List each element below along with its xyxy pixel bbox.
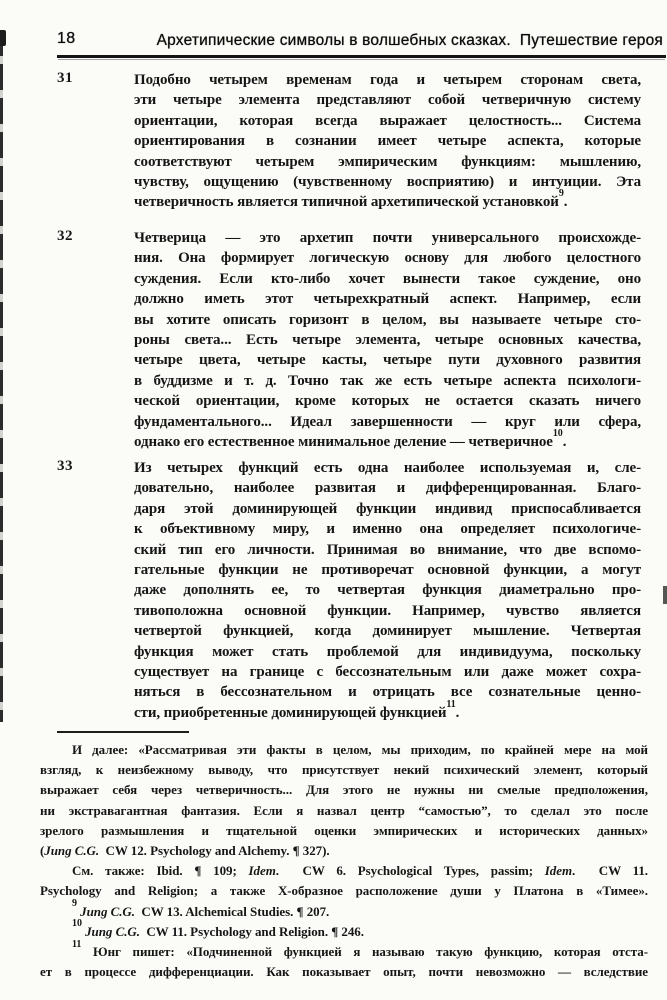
scan-artifact-left-edge bbox=[0, 30, 3, 722]
text-line bbox=[134, 499, 641, 519]
running-title: Архетипические символы в волшебных сказках. Путешествие героя bbox=[156, 32, 663, 49]
text-segment: ни экстравагантная фантазия. Если я назвал центр “самостью”, то сделал это после bbox=[40, 802, 648, 818]
text-segment: соответствуют четырем эмпирическим функциям: мышлению, bbox=[134, 153, 641, 170]
text-line bbox=[134, 621, 641, 641]
text-line bbox=[40, 780, 648, 800]
footnote-marker: 9 bbox=[72, 898, 77, 910]
text-segment: См. также: Ibid. ¶ 109; bbox=[72, 863, 249, 879]
footnote-paragraph bbox=[40, 740, 648, 861]
text-line bbox=[134, 427, 641, 452]
body-paragraph bbox=[57, 458, 641, 723]
text-segment: CW 11. Psychology and Religion. ¶ 246. bbox=[139, 923, 364, 939]
text-line bbox=[134, 580, 641, 600]
text-line bbox=[134, 540, 641, 560]
text-line bbox=[134, 70, 641, 90]
text-line bbox=[134, 560, 641, 580]
text-line bbox=[134, 412, 641, 432]
text-segment: чувству, ощущению (чувственному восприятию) и интуиции. Эта bbox=[134, 173, 641, 190]
text-line bbox=[40, 760, 648, 780]
text-line bbox=[40, 841, 648, 861]
text-segment: четверичность является типичной архетипической установкой bbox=[134, 194, 559, 211]
text-segment: . CW 6. Psychological Types, passim; bbox=[275, 863, 545, 879]
text-line bbox=[134, 289, 641, 309]
footnote-marker: 11 bbox=[446, 698, 456, 710]
text-line bbox=[40, 898, 648, 922]
text-segment: Юнг пишет: «Подчиненной функцией я называю такую функцию, которая отста- bbox=[81, 943, 648, 959]
text-segment: даже дополнять ее, то четвертая функция диаметрально про- bbox=[134, 582, 641, 599]
text-line bbox=[134, 601, 641, 621]
text-segment: И далее: «Рассматривая эти факты в целом, мы приходим, по крайней мере на мой bbox=[72, 742, 648, 757]
body-paragraph bbox=[57, 228, 641, 452]
text-segment: CW 12. Psychology and Alchemy. ¶ 327). bbox=[99, 842, 330, 858]
text-segment: выражает себя через четверичность... Для этого не нужны ни смелые предположения, bbox=[40, 782, 648, 798]
footnote-paragraph bbox=[40, 918, 648, 942]
scan-artifact-left-blob bbox=[0, 30, 6, 46]
footnotes-block bbox=[40, 740, 648, 982]
text-segment: CW 13. Alchemical Studies. ¶ 207. bbox=[134, 903, 330, 919]
text-segment: . CW 11. bbox=[572, 863, 648, 879]
text-segment: функция может стать проблемой для индивидуума, поскольку bbox=[134, 643, 641, 660]
footnote-marker: 10 bbox=[552, 427, 563, 439]
text-segment: ориентации, которая всегда выражает целостность... Система bbox=[134, 112, 641, 129]
text-segment: роны света... Есть четыре элемента, четыре основных качества, bbox=[134, 331, 641, 348]
text-segment: существует на границе с бессознательным или даже может сохра- bbox=[134, 663, 641, 680]
text-segment: эти четыре элемента представляют собой четверичную систему bbox=[134, 92, 641, 109]
text-line bbox=[134, 172, 641, 192]
text-segment: сти, приобретенные доминирующей функцией bbox=[134, 704, 447, 721]
text-segment: Jung C.G. bbox=[44, 842, 100, 858]
text-segment: довательно, наиболее развитая и дифференцированная. Благо- bbox=[134, 480, 641, 497]
text-line bbox=[134, 350, 641, 370]
text-segment: Jung C.G. bbox=[80, 903, 135, 919]
text-segment: ский тип его личности. Принимая во внимание, что две вспомо- bbox=[134, 541, 641, 558]
footnote-paragraph bbox=[40, 938, 648, 982]
text-line bbox=[40, 962, 648, 982]
text-segment: ориентирования в сознании имеет четыре аспекта, которые bbox=[134, 133, 641, 150]
footnote-marker: 11 bbox=[72, 938, 82, 950]
text-line bbox=[134, 371, 641, 391]
text-segment: ( bbox=[40, 842, 45, 858]
text-segment: зрелого размышления и тщательной оценки эмпирических и исторических данных» bbox=[40, 822, 648, 838]
text-segment: гательные функции не противоречат основной функции, а могут bbox=[134, 561, 641, 578]
footnote-marker: 10 bbox=[72, 918, 82, 930]
text-segment: Из четырех функций есть одна наиболее используемая и, сле- bbox=[134, 460, 641, 476]
text-line bbox=[134, 248, 641, 268]
text-segment: ния. Она формирует логическую основу для любого целостного bbox=[134, 250, 641, 267]
paragraph-number: 32 bbox=[57, 228, 73, 244]
text-segment: Jung C.G. bbox=[85, 923, 140, 939]
text-segment: фундаментального... Идеал завершенности — круг или сфера, bbox=[134, 413, 641, 430]
text-segment: четыре цвета, четыре касты, четыре пути духовного развития bbox=[134, 352, 641, 369]
text-line bbox=[40, 801, 648, 821]
text-segment: Подобно четырем временам года и четырем сторонам света, bbox=[134, 72, 641, 88]
footnote-paragraph bbox=[40, 898, 648, 922]
text-segment: суждения. Если кто-либо хочет вынести такое суждение, оно bbox=[134, 270, 641, 287]
text-segment: . bbox=[455, 704, 460, 721]
text-line bbox=[134, 662, 641, 682]
text-segment: ет в процессе дифференциации. Как показывает опыт, почти невозможно — вследствие bbox=[40, 964, 648, 980]
text-segment: однако его естественное минимальное деление — четверичное bbox=[134, 433, 553, 450]
text-line bbox=[134, 519, 641, 539]
text-line bbox=[134, 111, 641, 131]
text-line bbox=[134, 269, 641, 289]
text-line bbox=[40, 861, 648, 881]
text-segment: Четверица — это архетип почти универсального происхожде- bbox=[134, 230, 641, 246]
text-line bbox=[40, 918, 648, 942]
text-segment: взгляд, к неизбежному выводу, что присутствует некий психический элемент, который bbox=[40, 762, 648, 778]
text-segment: тивоположна основной функции. Например, чувство является bbox=[134, 602, 641, 619]
text-segment: даря этой доминирующей функции индивид приспосабливается bbox=[134, 500, 641, 517]
paragraph-number: 31 bbox=[57, 70, 73, 86]
text-line bbox=[134, 391, 641, 411]
text-line bbox=[134, 90, 641, 110]
footnote-separator bbox=[57, 731, 189, 733]
text-line bbox=[40, 938, 648, 962]
footnote-marker: 9 bbox=[558, 188, 564, 200]
text-segment: к объективному миру, и именно она определяет психологиче- bbox=[134, 521, 641, 538]
text-line bbox=[134, 310, 641, 330]
scan-artifact-right-mark bbox=[663, 586, 667, 604]
text-line bbox=[134, 188, 641, 212]
text-line bbox=[40, 740, 648, 760]
text-segment: должно иметь этот четырехкратный аспект. Например, если bbox=[134, 291, 641, 308]
text-segment: вы хотите описать горизонт в целом, вы называете четыре сто- bbox=[134, 311, 641, 328]
text-segment: . bbox=[563, 194, 568, 211]
text-segment: Psychology and Religion; а также Х-образное расположение души у Платона в «Тимее». bbox=[40, 883, 648, 899]
text-segment: . bbox=[562, 433, 567, 450]
text-segment: четвертой функцией, когда доминирует мышление. Четвертая bbox=[134, 623, 641, 640]
text-line bbox=[134, 698, 641, 723]
header-rule bbox=[57, 55, 666, 58]
page-number: 18 bbox=[57, 30, 76, 47]
text-line bbox=[40, 821, 648, 841]
text-segment: няться в бессознательном и отрицать все сознательные ценно- bbox=[134, 684, 641, 701]
text-line bbox=[134, 458, 641, 478]
text-line bbox=[134, 330, 641, 350]
text-line bbox=[40, 881, 648, 901]
footnote-paragraph bbox=[40, 861, 648, 901]
text-segment: Idem bbox=[544, 863, 573, 879]
body-paragraph bbox=[57, 70, 641, 213]
paragraph-number: 33 bbox=[57, 458, 73, 474]
text-line bbox=[134, 478, 641, 498]
text-line bbox=[134, 152, 641, 172]
text-segment: Idem bbox=[248, 863, 276, 879]
text-segment: в буддизме и т. д. Точно так же есть четыре аспекта психологи- bbox=[134, 372, 641, 389]
text-line bbox=[134, 642, 641, 662]
text-line bbox=[134, 228, 641, 248]
text-line bbox=[134, 682, 641, 702]
text-line bbox=[134, 131, 641, 151]
text-segment: ческой ориентации, кроме которых не остается сказать ничего bbox=[134, 393, 641, 410]
